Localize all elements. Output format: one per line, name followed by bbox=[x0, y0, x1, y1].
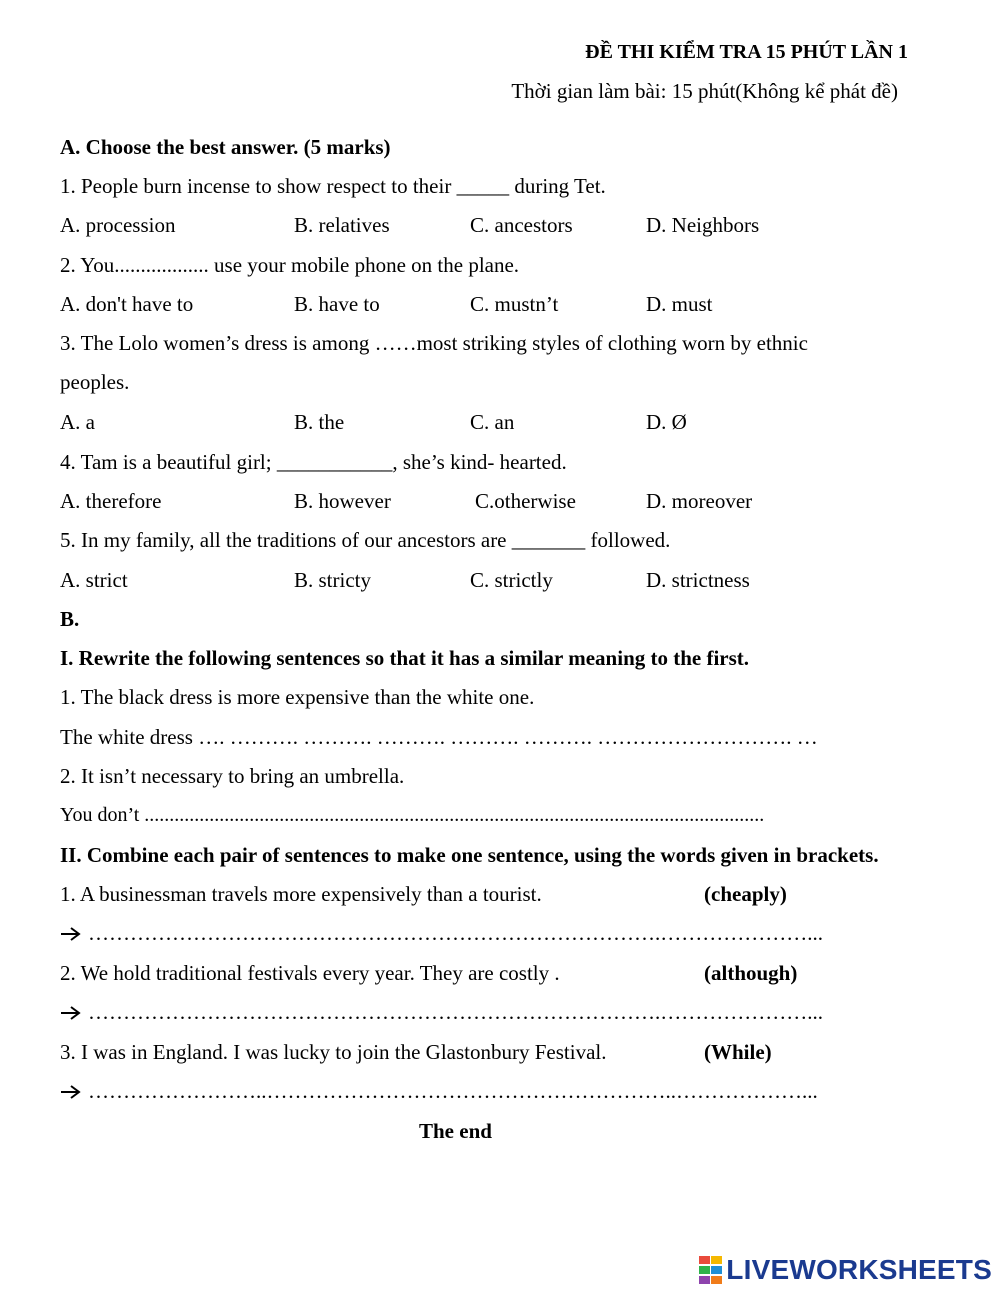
q5-option-b[interactable]: B. stricty bbox=[294, 568, 371, 592]
exam-title: ĐỀ THI KIỂM TRA 15 PHÚT LẦN 1 bbox=[585, 41, 908, 63]
question-1: 1. People burn incense to show respect to their _____ during Tet. bbox=[60, 174, 606, 198]
combine-hint-3: (While) bbox=[704, 1040, 772, 1064]
q1-option-c[interactable]: C. ancestors bbox=[470, 213, 573, 237]
combine-answer-3[interactable]: ……………………..…………………………………………………..………………... bbox=[88, 1079, 818, 1103]
q2-option-a[interactable]: A. don't have to bbox=[60, 292, 194, 316]
combine-hint-2: (although) bbox=[704, 961, 798, 985]
q5-option-a[interactable]: A. strict bbox=[60, 568, 128, 592]
rewrite-sentence-2: 2. It isn’t necessary to bring an umbrella. bbox=[60, 764, 405, 788]
section-a-heading: A. Choose the best answer. (5 marks) bbox=[60, 135, 391, 159]
section-b-heading: B. bbox=[60, 607, 80, 631]
combine-answer-row-2[interactable] bbox=[60, 1002, 823, 1023]
combine-sentence-3: 3. I was in England. I was lucky to join the Glastonbury Festival. bbox=[60, 1040, 607, 1064]
brand-name: LIVEWORKSHEETS bbox=[726, 1254, 992, 1285]
rewrite-heading: I. Rewrite the following sentences so that it has a similar meaning to the first. bbox=[60, 646, 750, 670]
q1-option-b[interactable]: B. relatives bbox=[294, 213, 390, 237]
combine-hint-1: (cheaply) bbox=[704, 882, 787, 906]
right-arrow-icon bbox=[60, 926, 82, 942]
combine-sentence-1: 1. A businessman travels more expensively than a tourist. bbox=[60, 882, 542, 906]
q3-option-c[interactable]: C. an bbox=[470, 410, 515, 434]
rewrite-answer-2[interactable]: You don’t ............................................................................................................................ bbox=[60, 804, 765, 826]
the-end-label: The end bbox=[419, 1119, 492, 1143]
rewrite-sentence-1: 1. The black dress is more expensive than the white one. bbox=[60, 685, 535, 709]
q3-option-b[interactable]: B. the bbox=[294, 410, 345, 434]
q1-option-d[interactable]: D. Neighbors bbox=[646, 213, 760, 237]
q5-option-c[interactable]: C. strictly bbox=[470, 568, 553, 592]
question-5: 5. In my family, all the traditions of our ancestors are _______ followed. bbox=[60, 528, 671, 552]
combine-heading: II. Combine each pair of sentences to make one sentence, using the words given in brackets. bbox=[60, 843, 879, 867]
q4-option-c[interactable]: C.otherwise bbox=[475, 489, 576, 513]
exam-time-note: Thời gian làm bài: 15 phút(Không kể phát đề) bbox=[511, 79, 898, 103]
question-3-line2: peoples. bbox=[60, 370, 130, 394]
q2-option-d[interactable]: D. must bbox=[646, 292, 713, 316]
q3-option-d[interactable]: D. Ø bbox=[646, 410, 687, 434]
rewrite-answer-1[interactable]: The white dress …. ………. ………. ………. ………. ………. ………………………. … bbox=[60, 725, 818, 749]
question-3-line1: 3. The Lolo women’s dress is among ……most striking styles of clothing worn by ethnic bbox=[60, 331, 808, 355]
combine-answer-row-1[interactable] bbox=[60, 923, 823, 944]
q3-option-a[interactable]: A. a bbox=[60, 410, 95, 434]
q1-option-a[interactable]: A. procession bbox=[60, 213, 176, 237]
q4-option-a[interactable]: A. therefore bbox=[60, 489, 162, 513]
combine-answer-row-3[interactable] bbox=[60, 1081, 818, 1102]
combine-answer-1[interactable]: ……………………………………………………………………….…………………... bbox=[88, 921, 823, 945]
q4-option-d[interactable]: D. moreover bbox=[646, 489, 753, 513]
liveworksheets-logo bbox=[699, 1256, 992, 1284]
logo-blocks-icon bbox=[699, 1256, 723, 1284]
q2-option-b[interactable]: B. have to bbox=[294, 292, 380, 316]
combine-sentence-2: 2. We hold traditional festivals every year. They are costly . bbox=[60, 961, 560, 985]
right-arrow-icon bbox=[60, 1084, 82, 1100]
q2-option-c[interactable]: C. mustn’t bbox=[470, 292, 559, 316]
question-4: 4. Tam is a beautiful girl; ___________, she’s kind- hearted. bbox=[60, 450, 567, 474]
right-arrow-icon bbox=[60, 1005, 82, 1021]
q4-option-b[interactable]: B. however bbox=[294, 489, 391, 513]
q5-option-d[interactable]: D. strictness bbox=[646, 568, 750, 592]
question-2: 2. You.................. use your mobile phone on the plane. bbox=[60, 253, 520, 277]
combine-answer-2[interactable]: ……………………………………………………………………….…………………... bbox=[88, 1000, 823, 1024]
